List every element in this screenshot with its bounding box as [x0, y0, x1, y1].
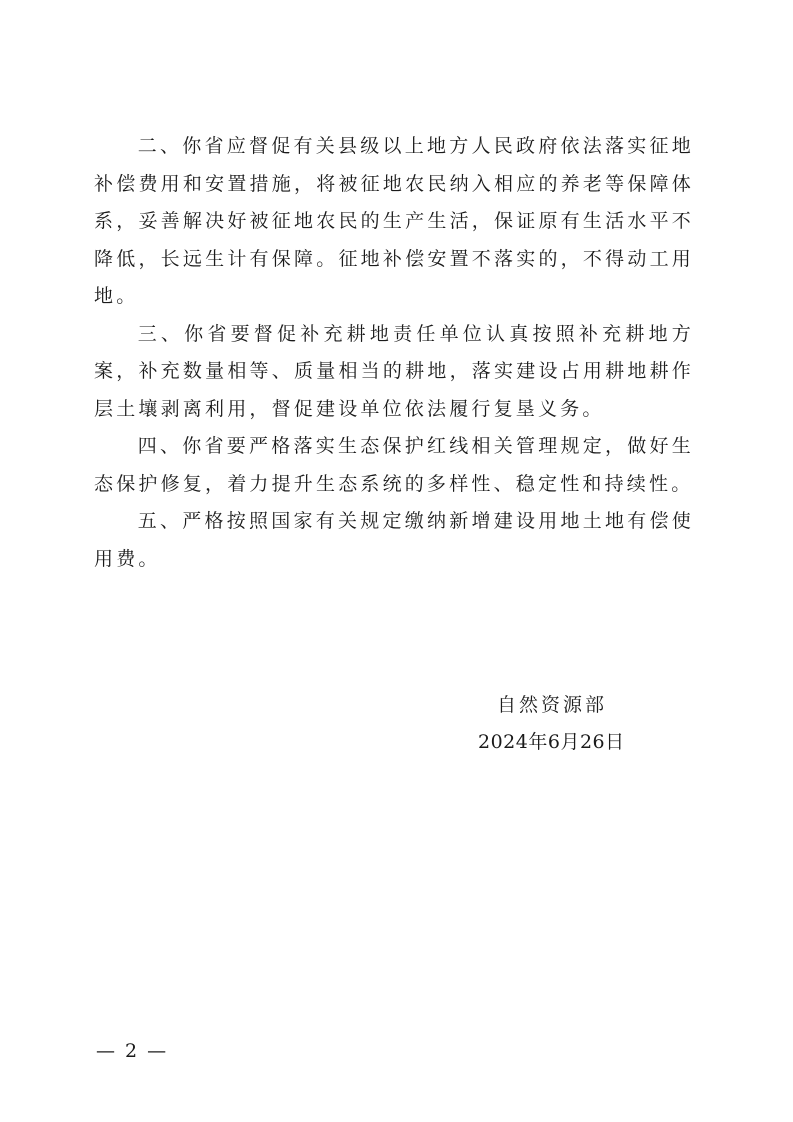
paragraph-3: 三、你省要督促补充耕地责任单位认真按照补充耕地方案，补充数量相等、质量相当的耕地，落实建设占用耕地耕作层土壤剥离利用，督促建设单位依法履行复垦义务。 — [94, 322, 694, 420]
page-number: — 2 — — [96, 1040, 169, 1062]
document-body — [94, 128, 694, 578]
paragraph-4: 四、你省要严格落实生态保护红线相关管理规定，做好生态保护修复，着力提升生态系统的多样性、稳定性和持续性。 — [94, 435, 694, 495]
issuing-organization: 自然资源部 — [497, 694, 608, 716]
issue-date: 2024年6月26日 — [478, 731, 625, 753]
paragraph-2: 二、你省应督促有关县级以上地方人民政府依法落实征地补偿费用和安置措施，将被征地农民纳入相应的养老等保障体系，妥善解决好被征地农民的生产生活，保证原有生活水平不降低，长远生计有保障。征地补偿安置不落实的，不得动工用地。 — [94, 135, 694, 307]
paragraph-5: 五、严格按照国家有关规定缴纳新增建设用地土地有偿使用费。 — [94, 510, 694, 570]
